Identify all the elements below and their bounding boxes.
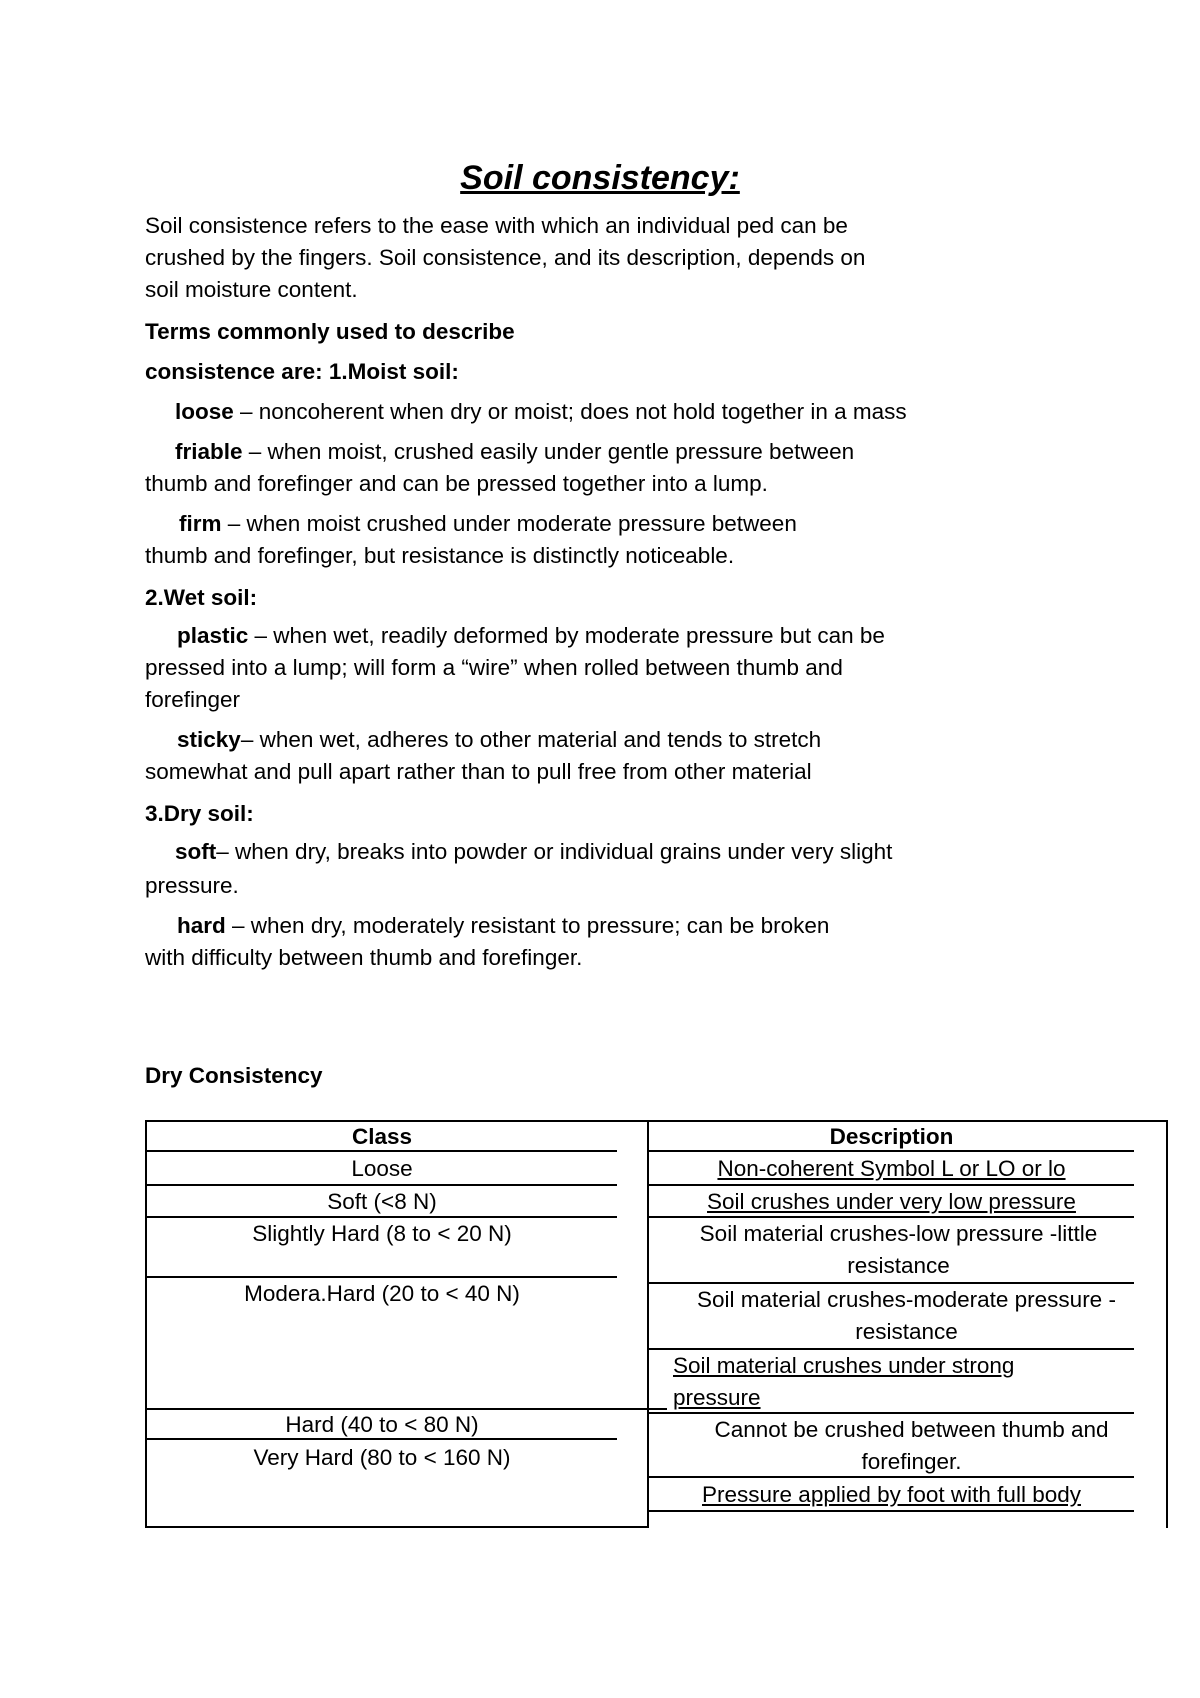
plastic-term: plastic [177,623,249,648]
description-cell: Cannot be crushed between thumb and forefinger. [649,1414,1134,1478]
sticky-definition [145,724,1047,756]
class-cell: Modera.Hard (20 to < 40 N) [244,1281,520,1306]
class-cell: Very Hard (80 to < 160 N) [253,1445,511,1470]
firm-text-2: thumb and forefinger, but resistance is distinctly noticeable. [145,543,735,568]
class-cell: Hard (40 to < 80 N) [147,1410,617,1440]
plastic-text-2: pressed into a lump; will form a “wire” when rolled between thumb and [145,655,843,680]
class-cell: Loose [147,1152,617,1186]
terms-heading-2: consistence are: 1.Moist soil: [145,359,459,384]
loose-term: loose [175,399,234,424]
hard-term: hard [177,913,226,938]
soft-text-2: pressure. [145,873,239,898]
dry-soil-heading: 3.Dry soil: [145,801,254,826]
firm-term: firm [179,511,222,536]
description-cell: Non-coherent Symbol L or LO or lo [649,1152,1134,1186]
plastic-text-3: forefinger [145,687,241,712]
sticky-text-1: – when wet, adheres to other material and tends to stretch [240,727,822,752]
friable-definition [145,436,1045,468]
loose-text: – noncoherent when dry or moist; does not hold together in a mass [233,399,907,424]
terms-heading-1: Terms commonly used to describe [145,319,515,344]
soft-term: soft [175,839,217,864]
friable-text-1: – when moist, crushed easily under gentle pressure between [242,439,855,464]
wet-soil-heading: 2.Wet soil: [145,585,258,610]
loose-definition [145,396,1045,428]
dry-consistency-table [145,1120,1168,1528]
friable-text-2: thumb and forefinger and can be pressed together into a lump. [145,471,768,496]
class-header: Class [147,1122,617,1152]
hard-text-2: with difficulty between thumb and forefinger. [145,945,583,970]
description-header: Description [649,1122,1134,1152]
firm-definition [145,508,1049,540]
class-cell: Slightly Hard (8 to < 20 N) [147,1218,617,1278]
description-column [649,1120,1168,1528]
plastic-text-1: – when wet, readily deformed by moderate pressure but can be [248,623,885,648]
class-cell: Soft (<8 N) [147,1186,617,1218]
description-cell: Soil material crushes-low pressure -little resistance [649,1218,1134,1284]
hard-definition [145,910,1047,942]
intro-line-2: crushed by the fingers. Soil consistence, and its description, depends on [145,245,866,270]
page-title: Soil consistency: [460,159,740,197]
plastic-definition [145,620,1047,652]
soft-text-1: – when dry, breaks into powder or individual grains under very slight [216,839,893,864]
sticky-term: sticky [177,727,241,752]
description-cell: Soil material crushes-moderate pressure - resistance [649,1284,1134,1350]
class-column [145,1120,649,1528]
description-cell: Soil crushes under very low pressure [649,1186,1134,1218]
friable-term: friable [175,439,243,464]
intro-line-1: Soil consistence refers to the ease with which an individual ped can be [145,213,848,238]
description-cell: Pressure applied by foot with full body [649,1478,1134,1512]
sticky-text-2: somewhat and pull apart rather than to pull free from other material [145,759,812,784]
table-title: Dry Consistency [145,1063,323,1088]
intro-line-3: soil moisture content. [145,277,358,302]
firm-text-1: – when moist crushed under moderate pressure between [221,511,797,536]
soft-definition [145,836,1045,868]
description-cell: Soil material crushes under strong pressure [649,1350,1134,1414]
hard-text-1: – when dry, moderately resistant to pressure; can be broken [225,913,830,938]
